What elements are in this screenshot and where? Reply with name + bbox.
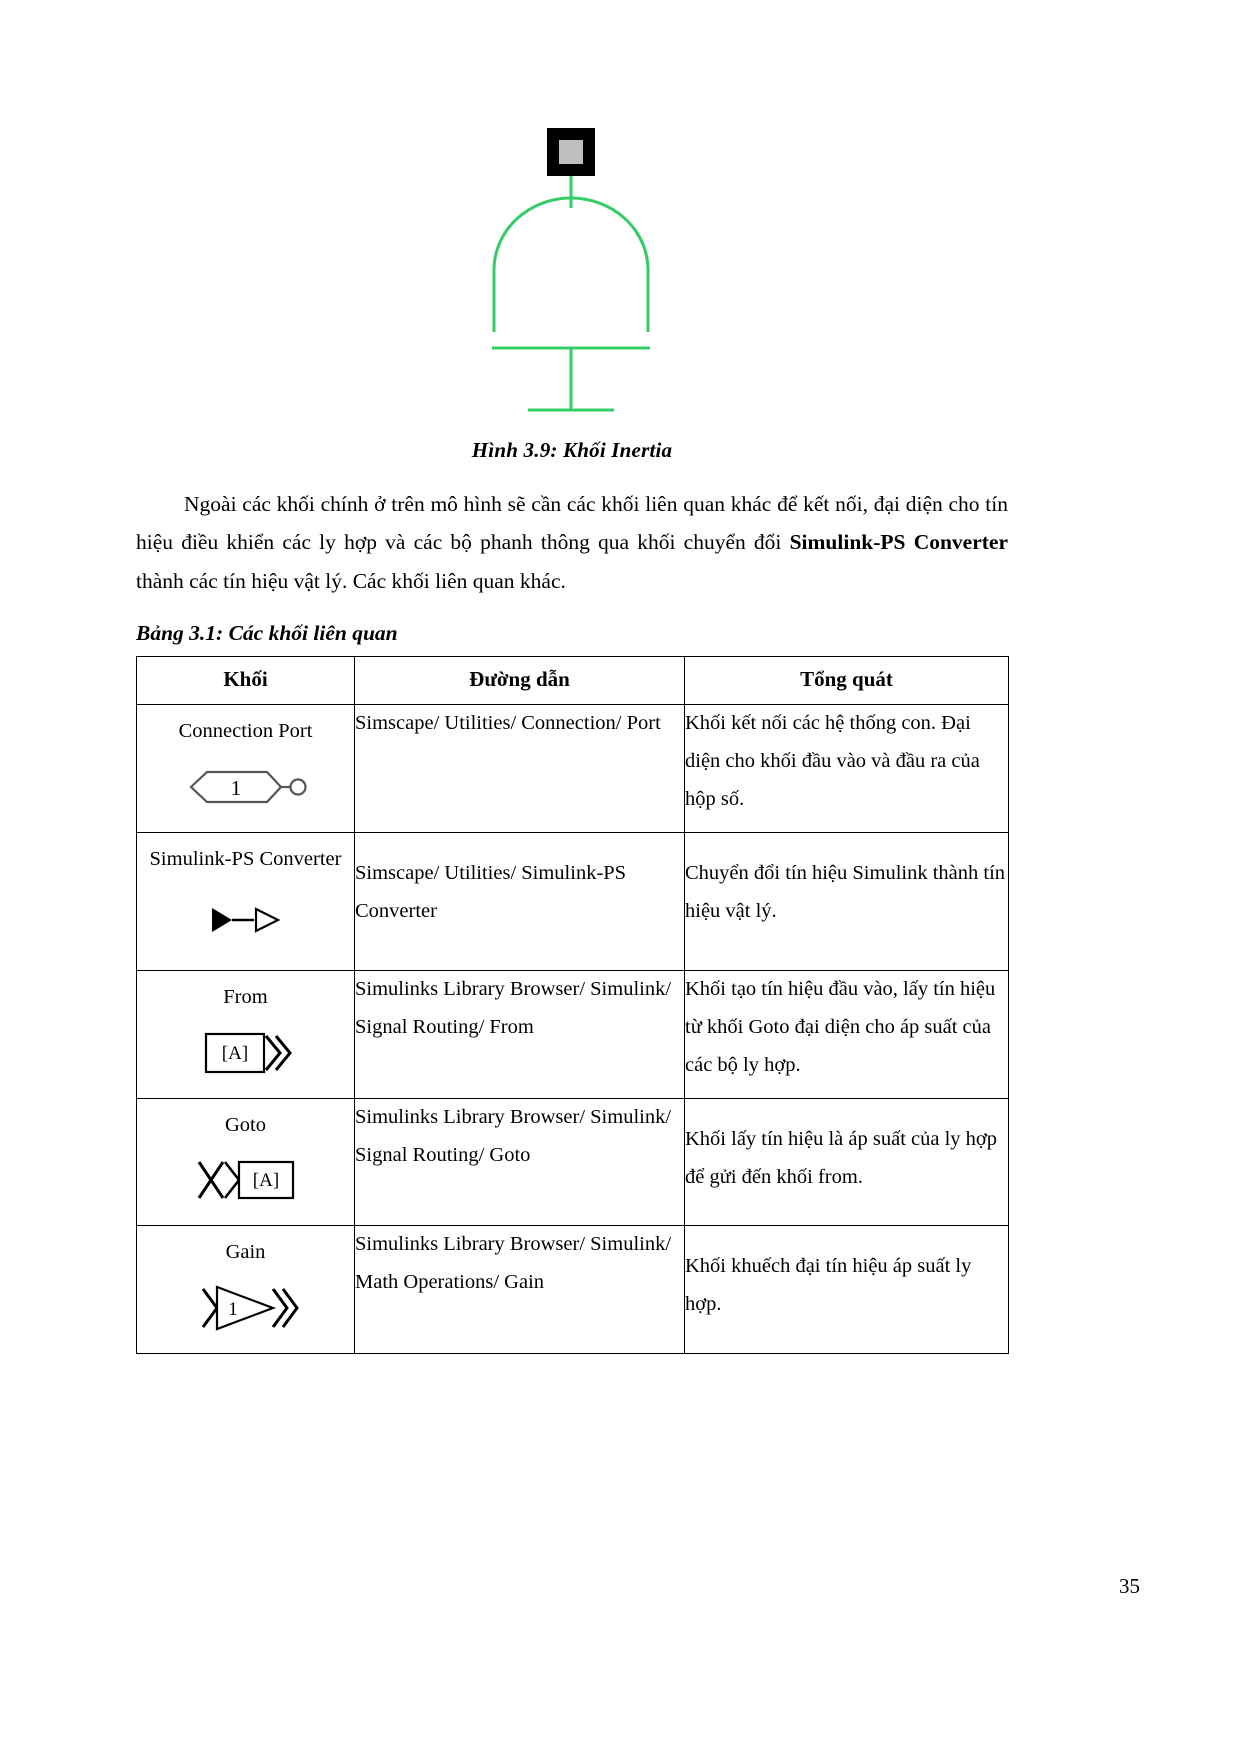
table-row (137, 970, 1009, 1098)
table-row (137, 1098, 1009, 1226)
gain-block-label: 1 (227, 1299, 238, 1321)
paragraph-part-1: Ngoài các khối chính ở trên mô hình sẽ cần các khối liên quan khác để kết nối, đại diện cho tín hiệu điều khiển các ly hợp và các bộ phanh thông qua khối chuyển đổi (136, 492, 1008, 555)
summary-cell: Khối kết nối các hệ thống con. Đại diện cho khối đầu vào và đầu ra của hộp số. (685, 705, 1009, 833)
table-header-path: Đường dẫn (355, 657, 685, 705)
block-cell (137, 1098, 355, 1226)
block-name: From (223, 985, 268, 1008)
inertia-figure (136, 110, 1008, 420)
paragraph-bold-term: Simulink-PS Converter (789, 530, 1009, 555)
inertia-dome (494, 198, 648, 332)
figure-caption: Hình 3.9: Khối Inertia (471, 438, 673, 462)
table-row (137, 705, 1009, 833)
path-cell: Simulinks Library Browser/ Simulink/ Signal Routing/ From (355, 970, 685, 1098)
connection-port-icon (183, 763, 309, 811)
summary-cell: Khối lấy tín hiệu là áp suất của ly hợp để gửi đến khối from. (685, 1098, 1009, 1226)
block-cell (137, 833, 355, 971)
block-name: Goto (225, 1113, 266, 1136)
paragraph-part-2: thành các tín hiệu vật lý. Các khối liên quan khác. (136, 568, 566, 593)
gain-block-icon (181, 1279, 311, 1337)
block-name: Simulink-PS Converter (149, 848, 342, 871)
page-content (136, 110, 1008, 1354)
path-cell: Simulinks Library Browser/ Simulink/ Signal Routing/ Goto (355, 1098, 685, 1226)
table-header-block: Khối (137, 657, 355, 705)
block-name: Connection Port (178, 720, 313, 743)
body-paragraph (136, 485, 1008, 600)
path-cell: Simscape/ Utilities/ Simulink-PS Converter (355, 833, 685, 971)
summary-cell: Khối tạo tín hiệu đầu vào, lấy tín hiệu từ khối Goto đại diện cho áp suất của các bộ ly hợp. (685, 970, 1009, 1098)
table-caption: Bảng 3.1: Các khối liên quan (136, 621, 398, 646)
summary-cell: Chuyển đổi tín hiệu Simulink thành tín hiệu vật lý. (685, 833, 1009, 971)
block-cell (137, 1226, 355, 1354)
port-inner (559, 140, 583, 164)
table-row (137, 1226, 1009, 1354)
inertia-block-diagram (442, 110, 702, 420)
path-cell: Simscape/ Utilities/ Connection/ Port (355, 705, 685, 833)
path-cell: Simulinks Library Browser/ Simulink/ Math Operations/ Gain (355, 1226, 685, 1354)
summary-cell: Khối khuếch đại tín hiệu áp suất ly hợp. (685, 1226, 1009, 1354)
goto-block-icon (181, 1152, 311, 1208)
simulink-ps-converter-icon (186, 898, 306, 942)
block-cell (137, 970, 355, 1098)
table-header-row (137, 657, 1009, 705)
from-block-icon (186, 1026, 306, 1080)
block-cell (137, 705, 355, 833)
from-block-label: [A] (221, 1042, 248, 1064)
related-blocks-table (136, 656, 1009, 1354)
goto-block-label: [A] (252, 1170, 279, 1192)
table-header-summary: Tổng quát (685, 657, 1009, 705)
connection-port-label: 1 (230, 776, 241, 801)
block-name: Gain (225, 1241, 266, 1264)
table-row (137, 833, 1009, 971)
page-number: 35 (1119, 1574, 1140, 1598)
